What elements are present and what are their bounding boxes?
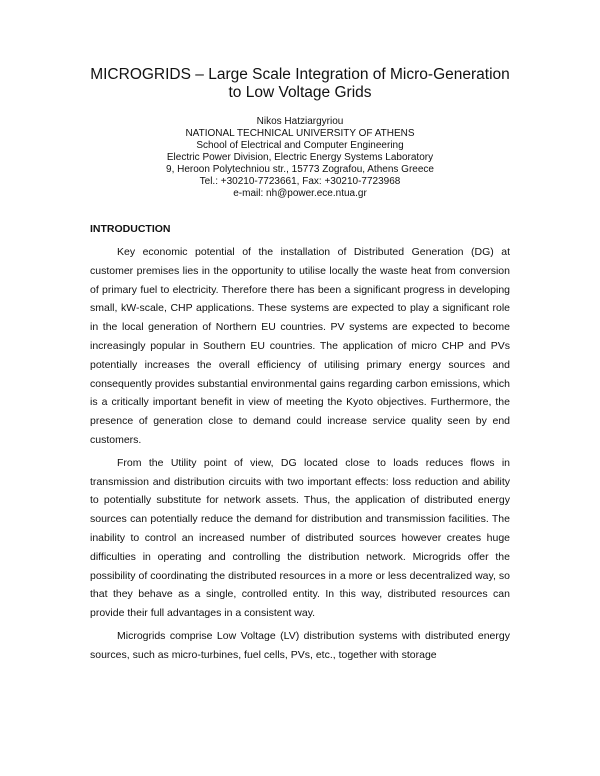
author-phone: Tel.: +30210-7723661, Fax: +30210-7723968 [199,176,401,187]
title-line-1: MICROGRIDS – Large Scale Integration of Micro-Generation [90,66,510,83]
title-line-2: to Low Voltage Grids [228,84,372,101]
section-heading: INTRODUCTION [90,223,171,235]
paragraph: Key economic potential of the installation of Distributed Generation (DG) at customer premises lies in the opportunity to utilise locally the waste heat from conversion of primary fuel to electricity. Therefore there has been a significant progress in developing small, kW-scale, CHP applications. These systems are expected to play a significant role in the local generation of Northern EU countries. PV systems are expected to become increasingly popular in Southern EU countries. The application of micro CHP and PVs potentially increases the overall efficiency of utilising primary energy sources and consequently provides substantial environmental gains regarding carbon emissions, which is a critically important benefit in view of meeting the Kyoto objectives. Furthermore, the presence of generation close to demand could increase service quality seen by end customers. [90,246,510,446]
body-text [90,243,510,665]
paper-title [60,66,540,102]
author-division: Electric Power Division, Electric Energy Systems Laboratory [166,152,434,163]
paragraph: From the Utility point of view, DG located close to loads reduces flows in transmission and distribution circuits with two important effects: loss reduction and ability to potentially substitute for network assets. Thus, the application of distributed energy sources can potentially reduce the demand for distribution and transmission facilities. The inability to control an increased number of distributed sources however creates huge difficulties in operating and controlling the distribution network. Microgrids offer the possibility of coordinating the distributed resources in a more or less decentralized way, so that they behave as a single, controlled entity. In this way, distributed resources can provide their full advantages in a consistent way. [90,456,510,620]
author-school: School of Electrical and Computer Engineering [196,140,404,151]
author-block [60,116,540,200]
author-affiliation: NATIONAL TECHNICAL UNIVERSITY OF ATHENS [185,128,415,139]
paragraph: Microgrids comprise Low Voltage (LV) distribution systems with distributed energy sources, such as micro-turbines, fuel cells, PVs, etc., together with storage [90,629,510,661]
author-address: 9, Heroon Polytechniou str., 15773 Zografou, Athens Greece [166,164,434,175]
author-name: Nikos Hatziargyriou [256,116,344,127]
author-email: e-mail: nh@power.ece.ntua.gr [233,188,367,199]
